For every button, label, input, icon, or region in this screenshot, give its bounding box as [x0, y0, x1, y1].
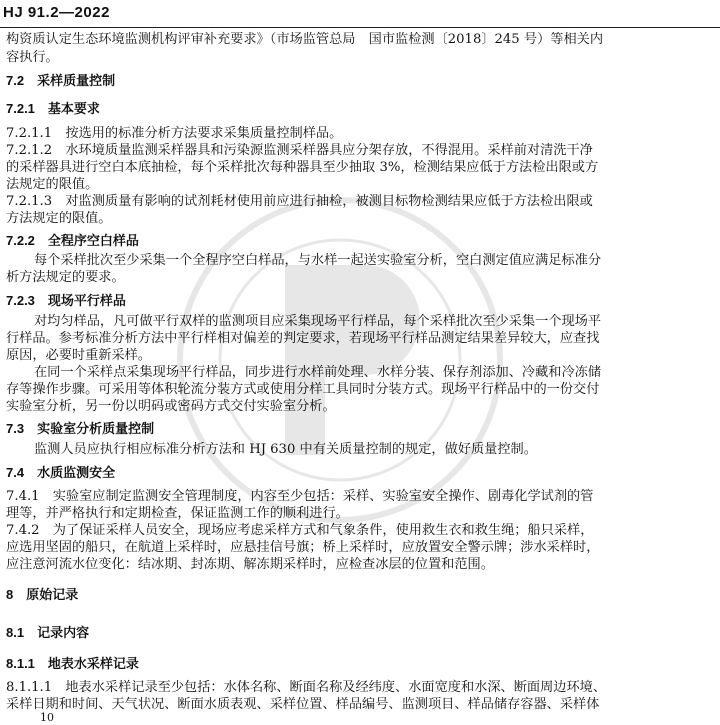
section-heading: 7.2.3 现场平行样品 [6, 293, 126, 308]
page-number: 10 [40, 711, 54, 724]
text-line: 行样品。参考标准分析方法中平行样相对偏差的判定要求，若现场平行样品测定结果差异较大，应查找 [6, 331, 600, 346]
text-line: 实验室分析，另一份以明码或密码方式交付实验室分析。 [6, 399, 336, 414]
section-heading: 7.4 水质监测安全 [6, 465, 116, 480]
text-line: 每个采样批次至少采集一个全程序空白样品，与水样一起送实验室分析，空白测定值应满足标准分 [34, 253, 602, 268]
text-line: 7.2.1.1 按选用的标准分析方法要求采集质量控制样品。 [6, 126, 343, 141]
section-heading: 8.1 记录内容 [6, 625, 90, 640]
text-line: 的采样器具进行空白本底抽检，每个采样批次每种器具至少抽取 3%，检测结果应低于方法检出限或方 [6, 160, 599, 175]
chapter-heading: 8 原始记录 [6, 587, 79, 602]
text-line: 存等操作步骤。可采用等体积轮流分装方式或使用分样工具同时分装方式。现场平行样品中的一份交付 [6, 382, 600, 397]
text-line: 采样日期和时间、天气状况、断面水质表观、采样位置、样品编号、监测项目、样品储存容器、采样体 [6, 697, 600, 712]
publisher-seal-watermark [175, 195, 505, 525]
text-line: 7.4.2 为了保证采样人员安全，现场应考虑采样方式和气象条件，使用救生衣和救生绳；船只采样， [6, 523, 594, 538]
text-line: 对均匀样品，凡可做平行双样的监测项目应采集现场平行样品，每个采样批次至少采集一个现场平 [34, 314, 602, 329]
section-heading: 7.2 采样质量控制 [6, 73, 116, 88]
section-heading: 7.3 实验室分析质量控制 [6, 421, 155, 436]
standard-code-header: HJ 91.2—2022 [3, 4, 110, 21]
text-line: 原因，必要时重新采样。 [6, 348, 152, 363]
text-line: 构资质认定生态环境监测机构评审补充要求》（市场监管总局 国市监检测〔2018〕245 号）等相关内 [6, 32, 604, 47]
section-heading: 7.2.2 全程序空白样品 [6, 233, 139, 248]
text-line: 析方法规定的要求。 [6, 270, 125, 285]
text-line: 监测人员应执行相应标准分析方法和 HJ 630 中有关质量控制的规定，做好质量控制。 [34, 442, 537, 457]
text-line: 8.1.1.1 地表水采样记录至少包括：水体名称、断面名称及经纬度、水面宽度和水深、断面周边环境、 [6, 680, 607, 695]
text-line: 7.4.1 实验室应制定监测安全管理制度，内容至少包括：采样、实验室安全操作、剧毒化学试剂的管 [6, 489, 594, 504]
text-line: 容执行。 [6, 50, 59, 65]
text-line: 在同一个采样点采集现场平行样品，同步进行水样前处理、水样分装、保存剂添加、冷藏和冷冻储 [34, 365, 602, 380]
text-line: 7.2.1.3 对监测质量有影响的试剂耗材使用前应进行抽检，被测目标物检测结果应低于方法检出限或 [6, 194, 593, 209]
text-line: 法规定的限值。 [6, 177, 99, 192]
header-divider [0, 27, 720, 28]
text-line: 7.2.1.2 水环境质量监测采样器具和污染源监测采样器具应分架存放，不得混用。采样前对清洗干净 [6, 143, 593, 158]
text-line: 应注意河流水位变化：结冰期、封冻期、解冻期采样时，应检查冰层的位置和范围。 [6, 557, 494, 572]
text-line: 理等，并严格执行和定期检查，保证监测工作的顺利进行。 [6, 506, 349, 521]
text-line: 方法规定的限值。 [6, 211, 112, 226]
section-heading: 8.1.1 地表水采样记录 [6, 656, 139, 671]
text-line: 应选用坚固的船只，在航道上采样时，应悬挂信号旗；桥上采样时，应放置安全警示牌；涉水采样时， [6, 540, 600, 555]
section-heading: 7.2.1 基本要求 [6, 101, 100, 116]
